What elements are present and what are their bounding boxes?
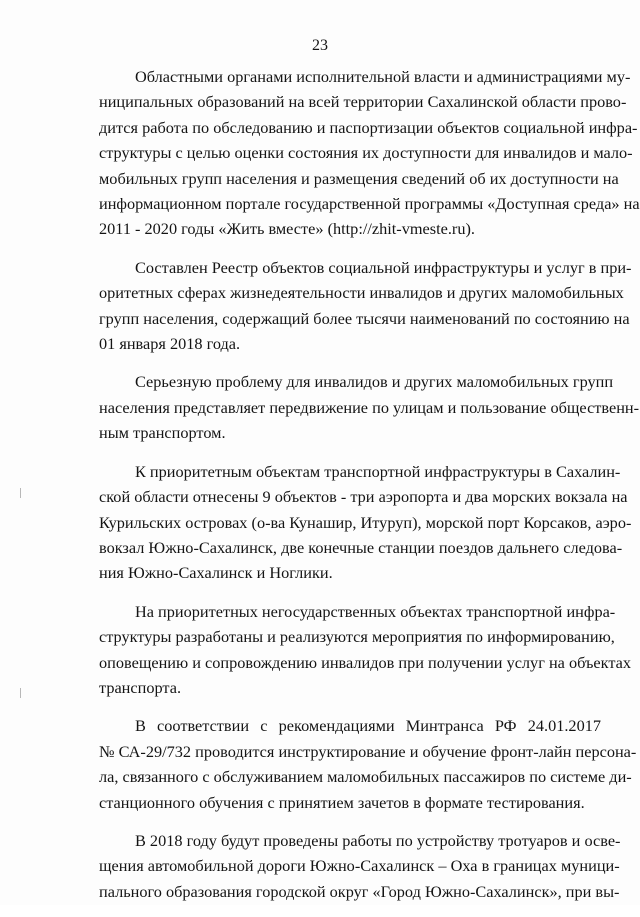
text-line: ла, связанного с обслуживанием маломобильных пассажиров по системе ди- [99, 767, 632, 787]
paragraph [99, 369, 640, 445]
text-line: информационном портале государственной программы «Доступная среда» на [99, 194, 640, 214]
text-line: Серьезную проблему для инвалидов и других маломобильных групп [135, 372, 614, 392]
text-line: ской области отнесены 9 объектов - три аэропорта и два морских вокзала на [99, 487, 628, 507]
text-line: населения представляет передвижение по улицам и пользование общественн- [99, 397, 640, 417]
scan-artifact [20, 688, 21, 698]
text-line: 2011 - 2020 годы «Жить вместе» (http://zhit-vmeste.ru). [99, 219, 475, 239]
text-line: пального образования городской округ «Город Южно-Сахалинск», при вы- [99, 881, 620, 901]
text-line: щения автомобильной дороги Южно-Сахалинск – Оха в границах муници- [99, 856, 620, 876]
text-line: К приоритетным объектам транспортной инфраструктуры в Сахалин- [135, 461, 621, 481]
text-line: 01 января 2018 года. [99, 334, 241, 354]
paragraph [99, 713, 637, 815]
paragraph [99, 828, 621, 904]
text-line: Областными органами исполнительной власти и администрациями му- [135, 67, 631, 86]
text-line: ниципальных образований на всей территории Сахалинской области прово- [99, 92, 627, 112]
text-line: В соответствии с рекомендациями Минтранса РФ 24.01.2017 [135, 716, 601, 736]
paragraph [99, 459, 632, 586]
scan-artifact [20, 488, 21, 498]
text-line: дится работа по обследованию и паспортизации объектов социальной инфра- [99, 117, 638, 137]
text-line: оповещению и сопровождению инвалидов при получении услуг на объектах [99, 652, 631, 672]
text-line: В 2018 году будут проведены работы по устройству тротуаров и осве- [135, 830, 621, 850]
text-line: оритетных сферах жизнедеятельности инвалидов и других маломобильных [99, 283, 624, 303]
paragraph [99, 599, 631, 701]
text-line: мобильных групп населения и размещения сведений об их доступности на [99, 168, 619, 188]
text-line: ния Южно-Сахалинск и Ноглики. [99, 563, 333, 583]
text-line: Составлен Реестр объектов социальной инфраструктуры и услуг в при- [135, 257, 632, 277]
text-line: станционного обучения с принятием зачетов в формате тестирования. [99, 792, 585, 812]
text-line: На приоритетных негосударственных объектах транспортной инфра- [135, 601, 616, 621]
paragraph [99, 64, 640, 242]
text-line: № СА-29/732 проводится инструктирование и обучение фронт-лайн персона- [99, 741, 637, 761]
text-line: структуры с целью оценки состояния их доступности для инвалидов и мало- [99, 143, 633, 163]
document-body [99, 64, 640, 917]
text-line: групп населения, содержащий более тысячи наименований по состоянию на [99, 308, 630, 328]
text-line: Курильских островах (о-ва Кунашир, Итуруп), морской порт Корсаков, аэро- [99, 512, 632, 532]
text-line: ным транспортом. [99, 423, 226, 443]
text-line: вокзал Южно-Сахалинск, две конечные станции поездов дальнего следова- [99, 537, 623, 557]
paragraph [99, 255, 632, 357]
text-line: транспорта. [99, 677, 182, 697]
text-line: структуры разработаны и реализуются мероприятия по информированию, [99, 627, 615, 647]
page-number: 23 [312, 37, 328, 54]
